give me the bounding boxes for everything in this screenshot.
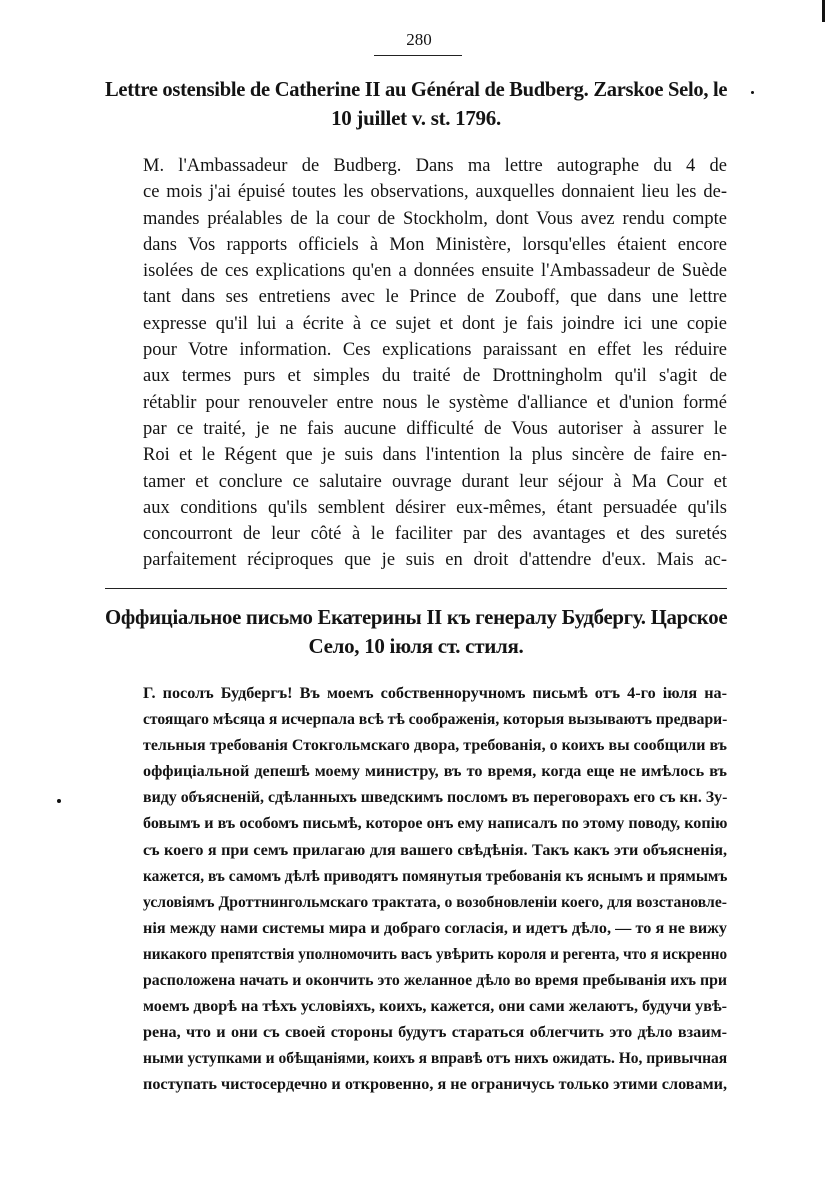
text-line: tant dans ses entretiens avec le Prince de Zouboff, que dans une lettre	[143, 287, 727, 308]
scan-dot-left	[57, 799, 61, 803]
title-line: Оффиціальное письмо Екатерины II къ генералу Будбергу. Царское	[105, 605, 728, 629]
text-line: Roi et le Régent que je suis dans l'intention la plus sincère de faire en-	[143, 445, 727, 466]
text-line: M. l'Ambassadeur de Budberg. Dans ma lettre autographe du 4 de	[143, 156, 727, 176]
text-line: условіямъ Дроттнингольмскаго трактата, о возобновленіи коего, для возстановле-	[143, 892, 727, 911]
text-line: никакого препятствія уполномочить васъ увѣрить короля и регента, что я искренно	[143, 944, 728, 963]
text-line: par ce traité, je ne fais aucune difficulté de Vous autoriser à assurer le	[143, 418, 727, 439]
russian-letter-title	[105, 603, 727, 661]
text-line: тельныя требованія Стокгольмскаго двора, требованія, о коихъ вы сообщили въ	[143, 736, 727, 755]
scan-mark-top-right	[822, 0, 825, 22]
text-line: aux termes purs et simples du traité de Drottningholm qu'il s'agit de	[143, 366, 727, 387]
text-line: виду объясненій, сдѣланныхъ шведскимъ посломъ въ переговорахъ его съ кн. Зу-	[143, 788, 728, 807]
text-line: aux conditions qu'ils semblent désirer eux-mêmes, étant persuadée qu'ils	[143, 497, 727, 518]
text-line: кажется, въ самомъ дѣлѣ приводятъ помянутыя требованія къ яснымъ и прямымъ	[143, 866, 728, 885]
text-line: бовымъ и въ особомъ письмѣ, которое онъ ему написалъ по этому поводу, копію	[143, 814, 728, 833]
text-line: рена, что и они съ своей стороны будутъ стараться облегчить это дѣло взаим-	[143, 1023, 727, 1042]
french-letter-body	[143, 153, 727, 574]
text-line: ce mois j'ai épuisé toutes les observations, auxquelles donnaient lieu les de-	[143, 182, 727, 203]
text-line: dans Vos rapports officiels à Mon Ministère, lorsqu'elles étaient encore	[143, 234, 727, 255]
text-line: стоящаго мѣсяца я исчерпала всѣ тѣ соображенія, которыя вызываютъ предвари-	[143, 710, 728, 729]
page-number: 280	[406, 30, 432, 49]
text-line: моемъ дворѣ на тѣхъ условіяхъ, коихъ, кажется, они сами желаютъ, будучи увѣ-	[143, 997, 728, 1016]
text-line: mandes préalables de la cour de Stockholm, dont Vous avez rendu compte	[143, 208, 727, 229]
text-line: нія между нами системы мира и добраго согласія, и идетъ дѣло, — то я не вижу	[143, 918, 727, 937]
text-line: concourront de leur côté à le faciliter par des avantages et des suretés	[143, 524, 727, 545]
text-line: rétablir pour renouveler entre nous le système d'alliance et d'union formé	[143, 392, 727, 413]
text-line: parfaitement réciproques que je suis en droit d'attendre d'eux. Mais ac-	[143, 550, 727, 571]
text-line: pour Votre information. Ces explications paraissant en effet les réduire	[143, 340, 727, 361]
text-line: съ коего я при семъ прилагаю для вашего свѣдѣнія. Такъ какъ эти объясненія,	[143, 840, 727, 859]
russian-letter-body	[143, 680, 727, 1098]
text-line: оффиціальной депешѣ моему министру, въ то время, когда еще не имѣлось въ	[143, 762, 727, 781]
title-line: Село, 10 іюля ст. стиля.	[308, 634, 524, 658]
text-line: ными уступками и обѣщаніями, коихъ я вправѣ отъ нихъ ожидать. Но, привычная	[143, 1049, 728, 1068]
french-letter-title	[105, 75, 727, 133]
text-line: расположена начать и окончить это желанное дѣло во время пребыванія ихъ при	[143, 971, 727, 990]
section-divider	[105, 588, 727, 589]
scan-dot-right	[751, 91, 754, 94]
text-line: expresse qu'il lui a écrite à ce sujet et dont je fais joindre ici une copie	[143, 313, 727, 334]
text-line: tamer et conclure ce salutaire ouvrage durant leur séjour à Ma Cour et	[143, 471, 727, 492]
text-line: isolées de ces explications qu'en a données ensuite l'Ambassadeur de Suède	[143, 261, 727, 282]
title-line: 10 juillet v. st. 1796.	[331, 106, 501, 130]
page-number-rule	[374, 55, 462, 56]
title-line: Lettre ostensible de Catherine II au Général de Budberg. Zarskoe Selo, le	[105, 77, 728, 101]
text-line: поступать чистосердечно и откровенно, я не ограничусь только этими словами,	[143, 1075, 727, 1094]
text-line: Г. посолъ Будбергъ! Въ моемъ собственноручномъ письмѣ отъ 4-го іюля на-	[143, 684, 727, 702]
